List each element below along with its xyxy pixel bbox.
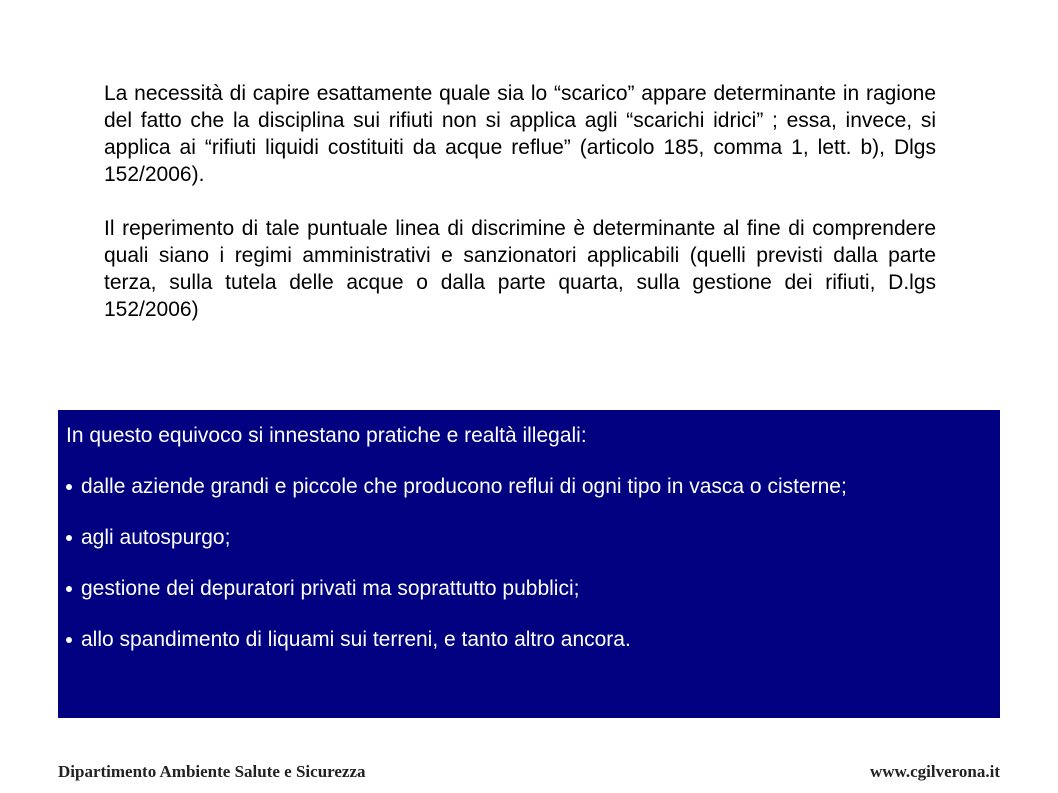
list-item	[66, 626, 994, 653]
list-item	[66, 575, 994, 602]
bullet-icon	[66, 484, 72, 490]
intro-text	[104, 80, 936, 323]
bullet-icon	[66, 535, 72, 541]
bullet-icon	[66, 637, 72, 643]
box-heading: In questo equivoco si innestano pratiche e realtà illegali:	[66, 424, 587, 447]
list-item	[66, 473, 994, 500]
box-list	[66, 473, 994, 653]
bullet-icon	[66, 586, 72, 592]
list-item-text: dalle aziende grandi e piccole che producono reflui di ogni tipo in vasca o cisterne;	[81, 475, 847, 498]
list-item-text: allo spandimento di liquami sui terreni, e tanto altro ancora.	[81, 628, 631, 651]
intro-paragraph-2: Il reperimento di tale puntuale linea di discrimine è determinante al fine di comprendere quali siano i regimi amministrativi e sanzionatori applicabili (quelli previsti dalla parte terza, sulla tutela delle acque o dalla parte quarta, sulla gestione dei rifiuti, D.lgs 152/2006)	[104, 217, 936, 321]
footer-department: Dipartimento Ambiente Salute e Sicurezza	[58, 762, 366, 781]
footer-website-link[interactable]: www.cgilverona.it	[869, 762, 1000, 781]
list-item-text: agli autospurgo;	[81, 526, 231, 549]
intro-paragraph-1: La necessità di capire esattamente quale sia lo “scarico” appare determinante in ragione del fatto che la disciplina sui rifiuti non si applica agli “scarichi idrici” ; essa, invece, si applica ai “rifiuti liquidi costituiti da acque reflue” (articolo 185, comma 1, lett. b), Dlgs 152/2006).	[104, 82, 936, 186]
list-item	[66, 524, 994, 551]
list-item-text: gestione dei depuratori privati ma soprattutto pubblici;	[81, 577, 580, 600]
highlight-box	[58, 410, 1000, 718]
